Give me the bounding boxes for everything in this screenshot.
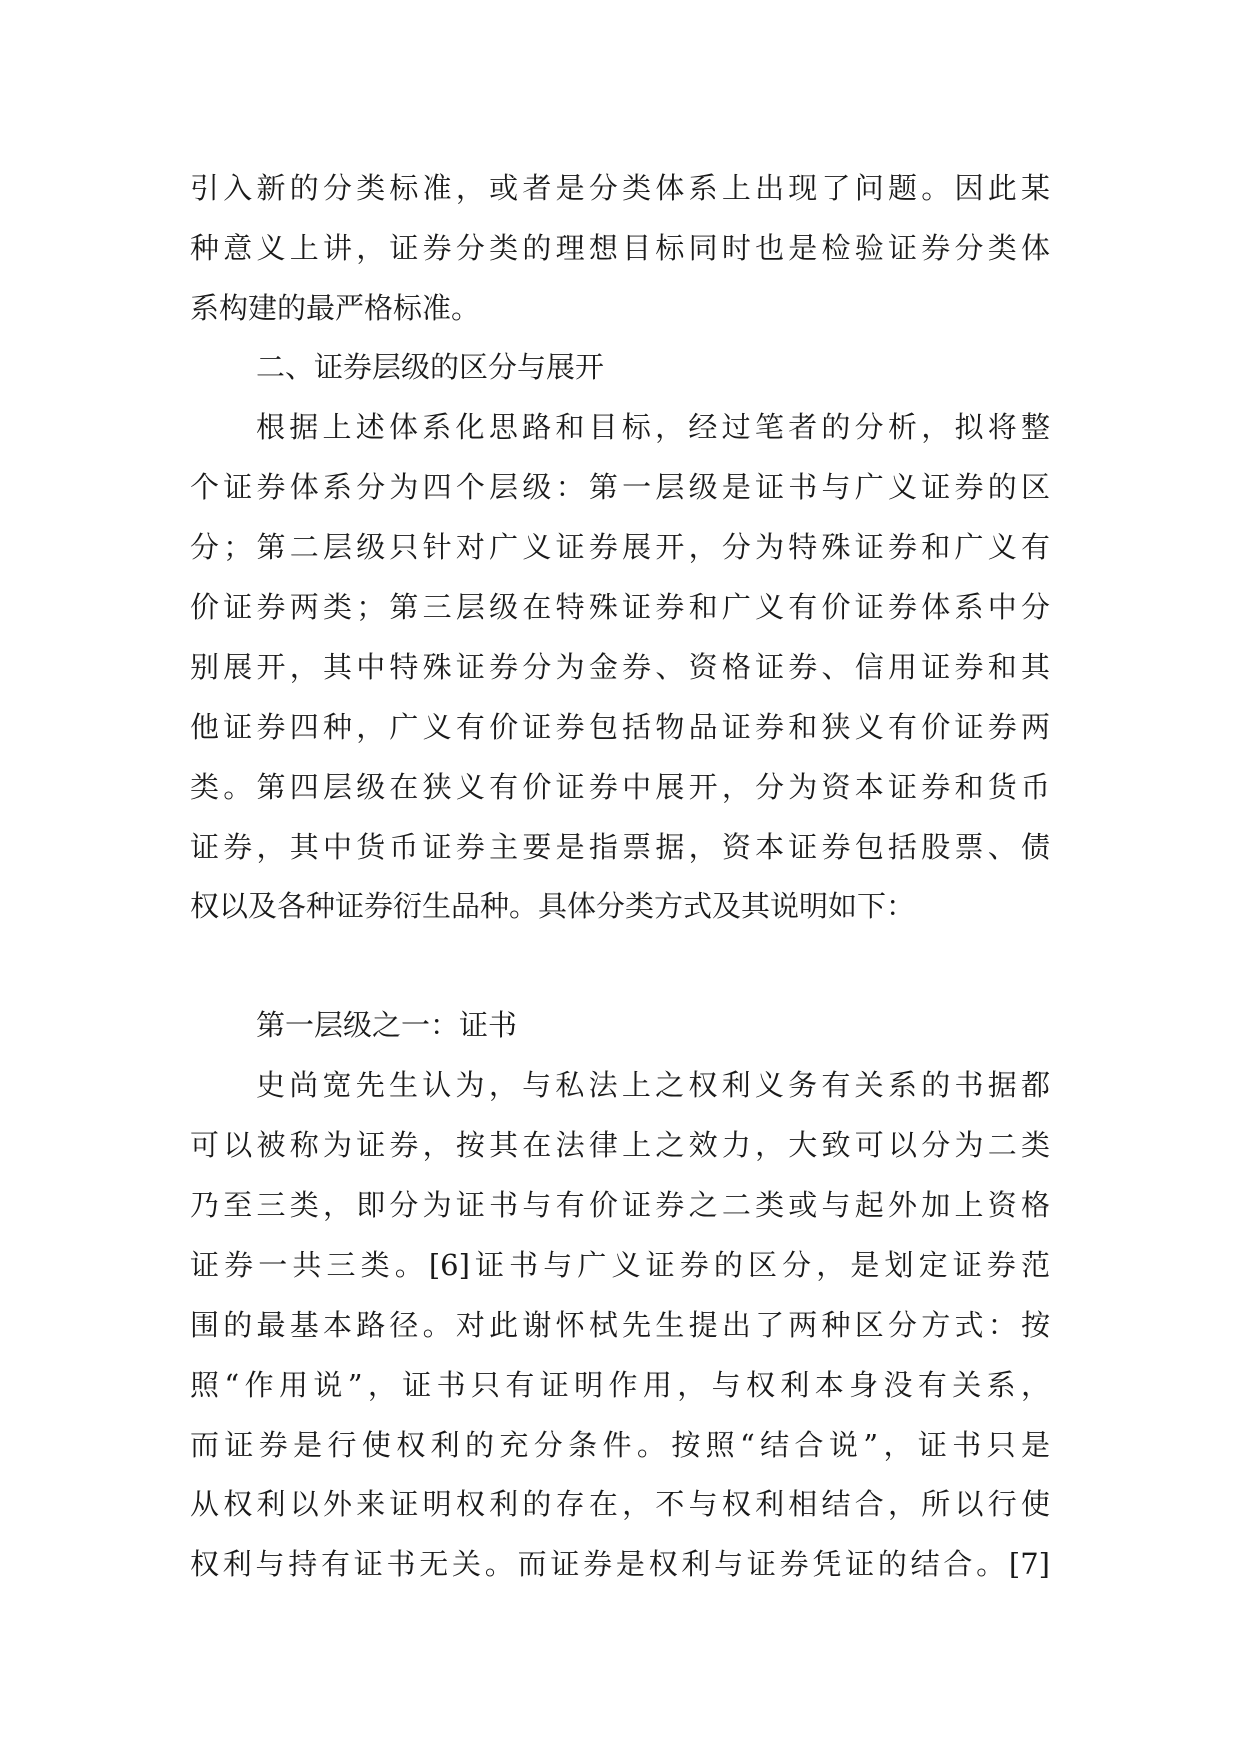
text-line: 类。第四层级在狭义有价证券中展开，分为资本证券和货币 [190, 770, 1050, 804]
text-line: 他证券四种，广义有价证券包括物品证券和狭义有价证券两 [190, 710, 1050, 744]
text-line: 分；第二层级只针对广义证券展开，分为特殊证券和广义有 [190, 530, 1050, 564]
text-line: 根据上述体系化思路和目标，经过笔者的分析，拟将整 [256, 410, 1050, 444]
subsection-heading: 第一层级之一：证书 [256, 1008, 518, 1042]
section-heading: 二、证券层级的区分与展开 [256, 350, 605, 384]
text-line: 从权利以外来证明权利的存在，不与权利相结合，所以行使 [190, 1487, 1050, 1521]
text-line: 围的最基本路径。对此谢怀栻先生提出了两种区分方式：按 [190, 1308, 1050, 1342]
text-line: 史尚宽先生认为，与私法上之权利义务有关系的书据都 [256, 1068, 1050, 1102]
text-line: 证券一共三类。[6]证书与广义证券的区分，是划定证券范 [190, 1248, 1050, 1282]
text-line: 证券，其中货币证券主要是指票据，资本证券包括股票、债 [190, 830, 1050, 864]
text-line: 个证券体系分为四个层级：第一层级是证书与广义证券的区 [190, 470, 1050, 504]
text-line: 而证券是行使权利的充分条件。按照“结合说”，证书只是 [190, 1428, 1050, 1462]
text-line: 乃至三类，即分为证书与有价证券之二类或与起外加上资格 [190, 1188, 1050, 1222]
text-line: 照“作用说”，证书只有证明作用，与权利本身没有关系， [190, 1368, 1050, 1402]
text-line: 价证券两类；第三层级在特殊证券和广义有价证券体系中分 [190, 590, 1050, 624]
text-line: 引入新的分类标准，或者是分类体系上出现了问题。因此某 [190, 171, 1050, 205]
text-line: 可以被称为证券，按其在法律上之效力，大致可以分为二类 [190, 1128, 1050, 1162]
text-line: 种意义上讲，证券分类的理想目标同时也是检验证券分类体 [190, 231, 1050, 265]
text-line: 系构建的最严格标准。 [190, 291, 481, 325]
text-line: 别展开，其中特殊证券分为金券、资格证券、信用证券和其 [190, 650, 1050, 684]
text-line: 权以及各种证券衍生品种。具体分类方式及其说明如下： [190, 889, 916, 923]
text-line: 权利与持有证书无关。而证券是权利与证券凭证的结合。[7] [190, 1547, 1050, 1581]
